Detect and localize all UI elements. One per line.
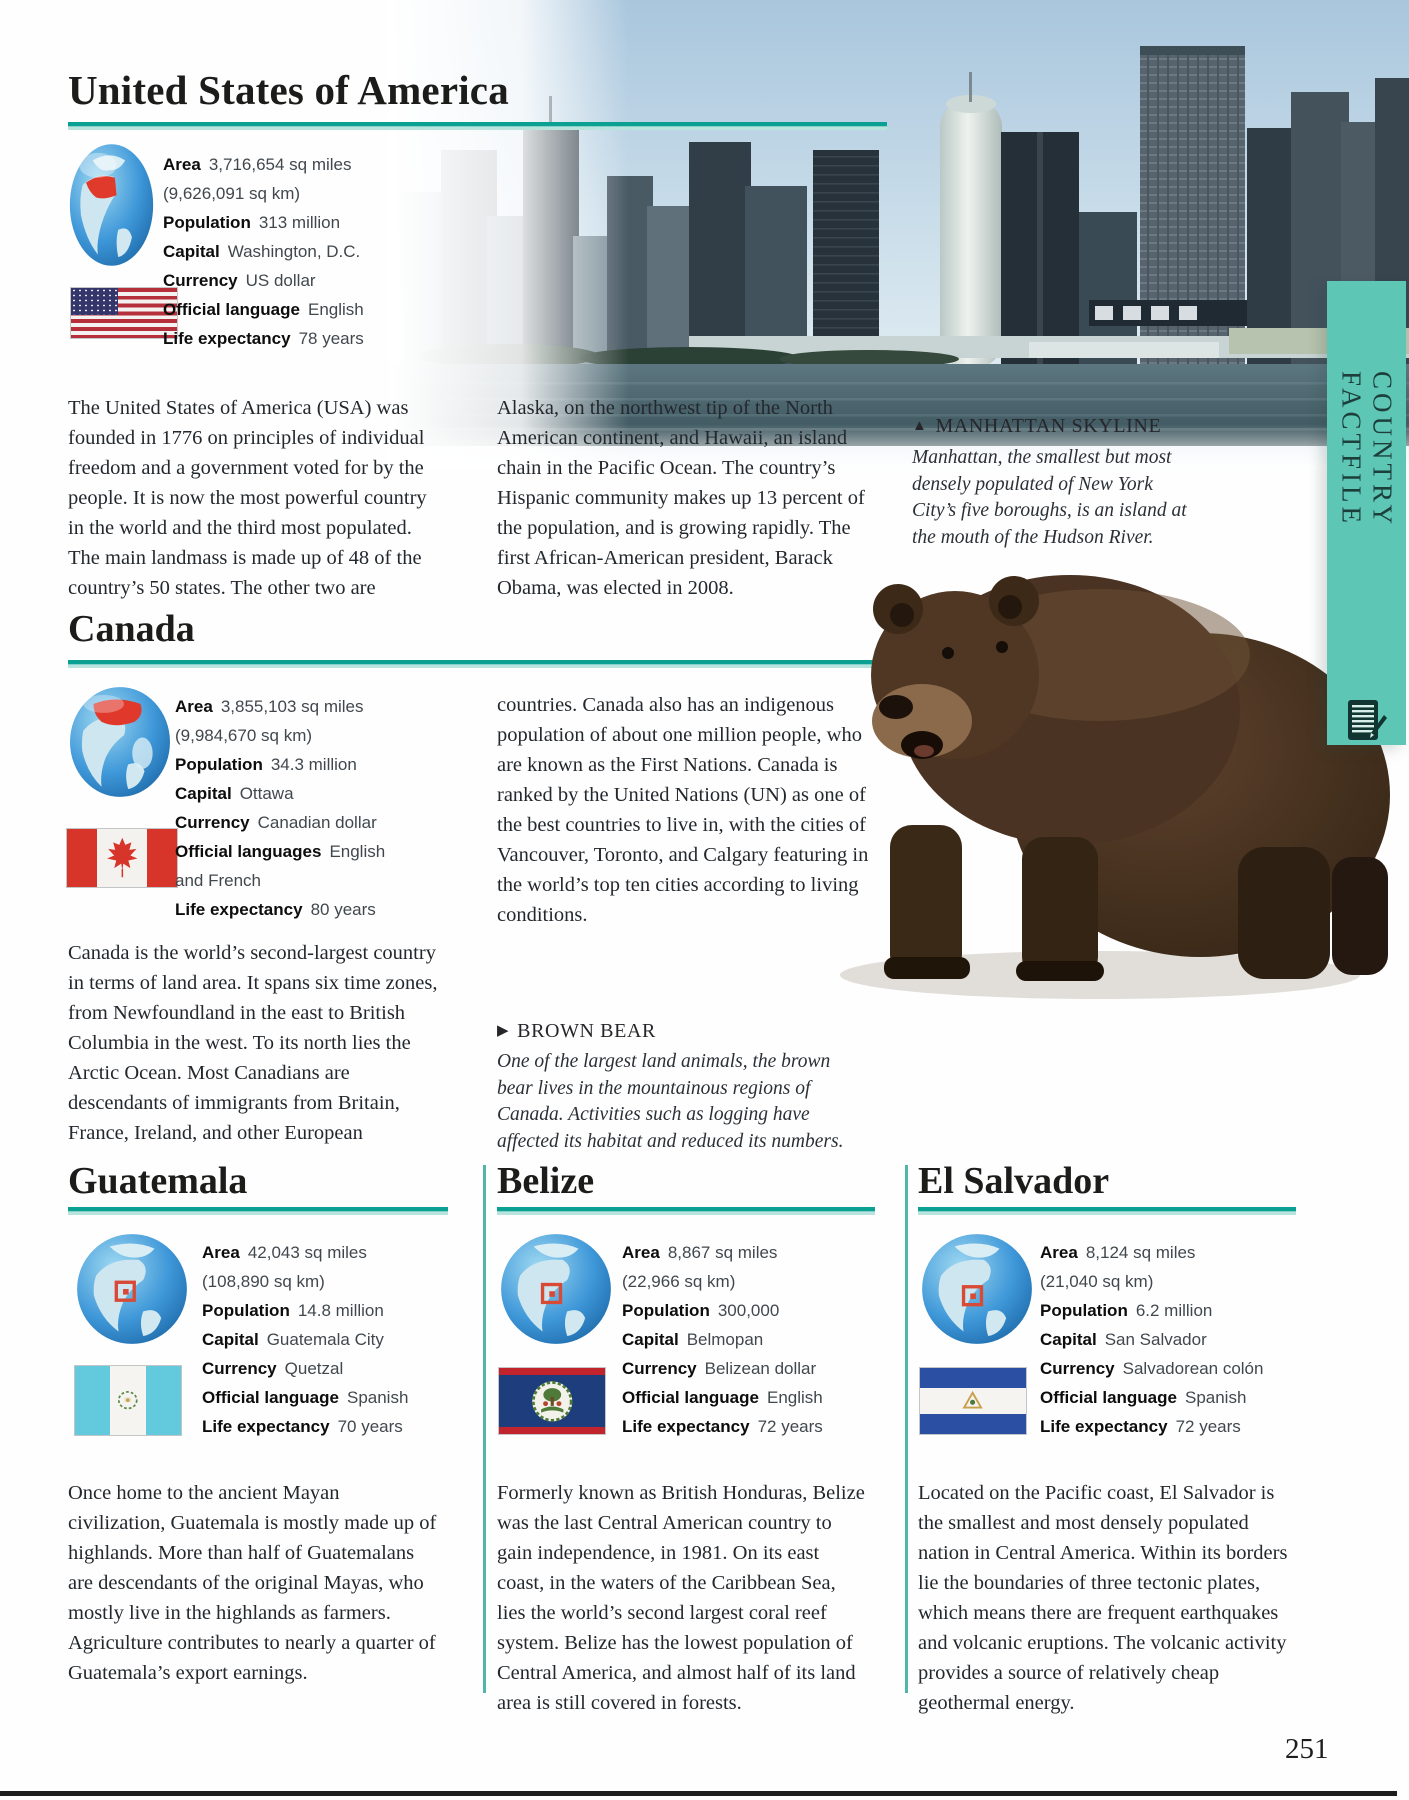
belize-title: Belize: [497, 1160, 595, 1202]
caption-title: ▲ MANHATTAN SKYLINE: [912, 415, 1162, 437]
fact-line: Area 3,855,103 sq miles: [175, 697, 364, 716]
country-factfile-tab: [1327, 281, 1406, 745]
fact-line: Population 34.3 million: [175, 755, 357, 774]
usa-rule: [68, 122, 887, 130]
usa-body-column-1: The United States of America (USA) was founded in 1776 on principles of individual freedom and a government voted for by the people. It is now the most powerful country in the world and the third most populated. The main landmass is made up of 48 of the country’s 50 states. The other two are: [68, 397, 427, 599]
fact-line: Area 42,043 sq miles: [202, 1243, 367, 1262]
el-salvador-globe-icon: [921, 1233, 1033, 1345]
fact-line: Currency Quetzal: [202, 1359, 344, 1378]
el-salvador-rule: [918, 1207, 1296, 1215]
column-divider: [905, 1165, 908, 1693]
guatemala-flag-icon: [74, 1365, 182, 1436]
el-salvador-body: Located on the Pacific coast, El Salvador is the smallest and most densely populated nation in Central America. Within its borders lie the boundaries of three tectonic plates, which means there are frequent earthquakes and volcanic eruptions. The volcanic activity provides a source of relatively cheap geothermal energy.: [918, 1482, 1288, 1714]
usa-globe-icon: [69, 143, 154, 267]
guatemala-title: Guatemala: [68, 1160, 248, 1202]
fact-line: Capital Guatemala City: [202, 1330, 384, 1349]
fact-line: Official language Spanish: [1040, 1388, 1247, 1407]
fact-line: Capital San Salvador: [1040, 1330, 1207, 1349]
fact-line: Official languages English: [175, 842, 386, 861]
fact-line: Life expectancy 70 years: [202, 1417, 403, 1436]
belize-body: Formerly known as British Honduras, Belize was the last Central American country to gain independence, in 1981. On its east coast, in the waters of the Caribbean Sea, lies the world’s second largest coral reef system. Belize has the lowest population of Central America, and almost half of its land area is still covered in forests.: [497, 1482, 865, 1714]
caption-text: Manhattan, the smallest but most densely populated of New York City’s five boroughs, is an island at the mouth of the Hudson River.: [912, 447, 1187, 548]
fact-line: Official language Spanish: [202, 1388, 409, 1407]
usa-title: United States of America: [68, 67, 509, 113]
fact-line: Area 3,716,654 sq miles: [163, 155, 352, 174]
belize-rule: [497, 1207, 875, 1215]
belize-flag-icon: [498, 1367, 606, 1435]
tab-label: COUNTRY FACTFILE: [1336, 371, 1398, 528]
canada-globe-icon: [69, 686, 171, 798]
belize-globe-icon: [500, 1233, 612, 1345]
caption-title: ▶ BROWN BEAR: [497, 1020, 656, 1042]
canada-rule: [68, 660, 887, 668]
fact-line: Population 300,000: [622, 1301, 780, 1320]
el-salvador-factfile: [1040, 1238, 1263, 1441]
page-bottom-rule: [0, 1791, 1397, 1796]
fact-line: Population 313 million: [163, 213, 341, 232]
guatemala-factfile: [202, 1238, 408, 1441]
guatemala-body: Once home to the ancient Mayan civilization, Guatemala is mostly made up of highlands. More than half of Guatemalans are descendants of the original Mayas, who mostly live in the highlands as farmers. Agriculture contributes to nearly a quarter of Guatemala’s export earnings.: [68, 1482, 437, 1684]
caption-text: One of the largest land animals, the brown bear lives in the mountainous regions of Canada. Activities such as logging have affected its habitat and reduced its numbers.: [497, 1051, 844, 1152]
fact-line: Population 14.8 million: [202, 1301, 384, 1320]
canada-factfile: [175, 692, 385, 924]
fact-line: Capital Belmopan: [622, 1330, 764, 1349]
fact-line: Official language English: [163, 300, 364, 319]
column-divider: [483, 1165, 486, 1693]
fact-line: and French: [175, 871, 261, 890]
fact-line: Life expectancy 78 years: [163, 329, 364, 348]
canada-title: Canada: [68, 608, 195, 650]
fact-line: Life expectancy 72 years: [1040, 1417, 1241, 1436]
fact-line: Area 8,867 sq miles: [622, 1243, 778, 1262]
fact-line: Official language English: [622, 1388, 823, 1407]
fact-line: Currency Salvadorean colón: [1040, 1359, 1264, 1378]
fact-line: (108,890 sq km): [202, 1272, 325, 1291]
fact-line: Area 8,124 sq miles: [1040, 1243, 1196, 1262]
usa-factfile: [163, 150, 364, 353]
usa-body-column-2: Alaska, on the northwest tip of the North American continent, and Hawaii, an island chain in the Pacific Ocean. The country’s Hispanic community makes up 13 percent of the population, and is growing rapidly. The first African-American president, Barack Obama, was elected in 2008.: [497, 397, 865, 599]
notepad-pencil-icon: [1346, 697, 1388, 743]
fact-line: Life expectancy 80 years: [175, 900, 376, 919]
page-number: 251: [1285, 1733, 1329, 1765]
canada-body-column-1: Canada is the world’s second-largest country in terms of land area. It spans six time zones, from Newfoundland in the east to British Columbia in the west. To its north lies the Arctic Ocean. Most Canadians are descendants of immigrants from Britain, France, Ireland, and other European: [68, 942, 438, 1144]
usa-flag-icon: [70, 287, 178, 339]
canada-body-column-2: countries. Canada also has an indigenous population of about one million people, who are known as the First Nations. Canada is ranked by the United Nations (UN) as one of the best countries to live in, with the cities of Vancouver, Toronto, and Calgary featuring in the world’s top ten cities according to living conditions.: [497, 694, 869, 926]
fact-line: (21,040 sq km): [1040, 1272, 1154, 1291]
fact-line: Currency US dollar: [163, 271, 316, 290]
fact-line: Capital Ottawa: [175, 784, 294, 803]
fact-line: (22,966 sq km): [622, 1272, 736, 1291]
fact-line: Capital Washington, D.C.: [163, 242, 361, 261]
guatemala-rule: [68, 1207, 448, 1215]
brown-bear-caption: [497, 1018, 869, 1155]
belize-factfile: [622, 1238, 823, 1441]
fact-line: Currency Belizean dollar: [622, 1359, 817, 1378]
triangle-right-icon: ▶: [497, 1023, 510, 1039]
fact-line: Currency Canadian dollar: [175, 813, 377, 832]
el-salvador-title: El Salvador: [918, 1160, 1110, 1202]
el-salvador-flag-icon: [919, 1367, 1027, 1435]
canada-flag-icon: [66, 828, 178, 888]
fact-line: Life expectancy 72 years: [622, 1417, 823, 1436]
fact-line: (9,626,091 sq km): [163, 184, 301, 203]
fact-line: (9,984,670 sq km): [175, 726, 313, 745]
fact-line: Population 6.2 million: [1040, 1301, 1213, 1320]
triangle-up-icon: ▲: [912, 418, 928, 434]
guatemala-globe-icon: [76, 1233, 188, 1345]
